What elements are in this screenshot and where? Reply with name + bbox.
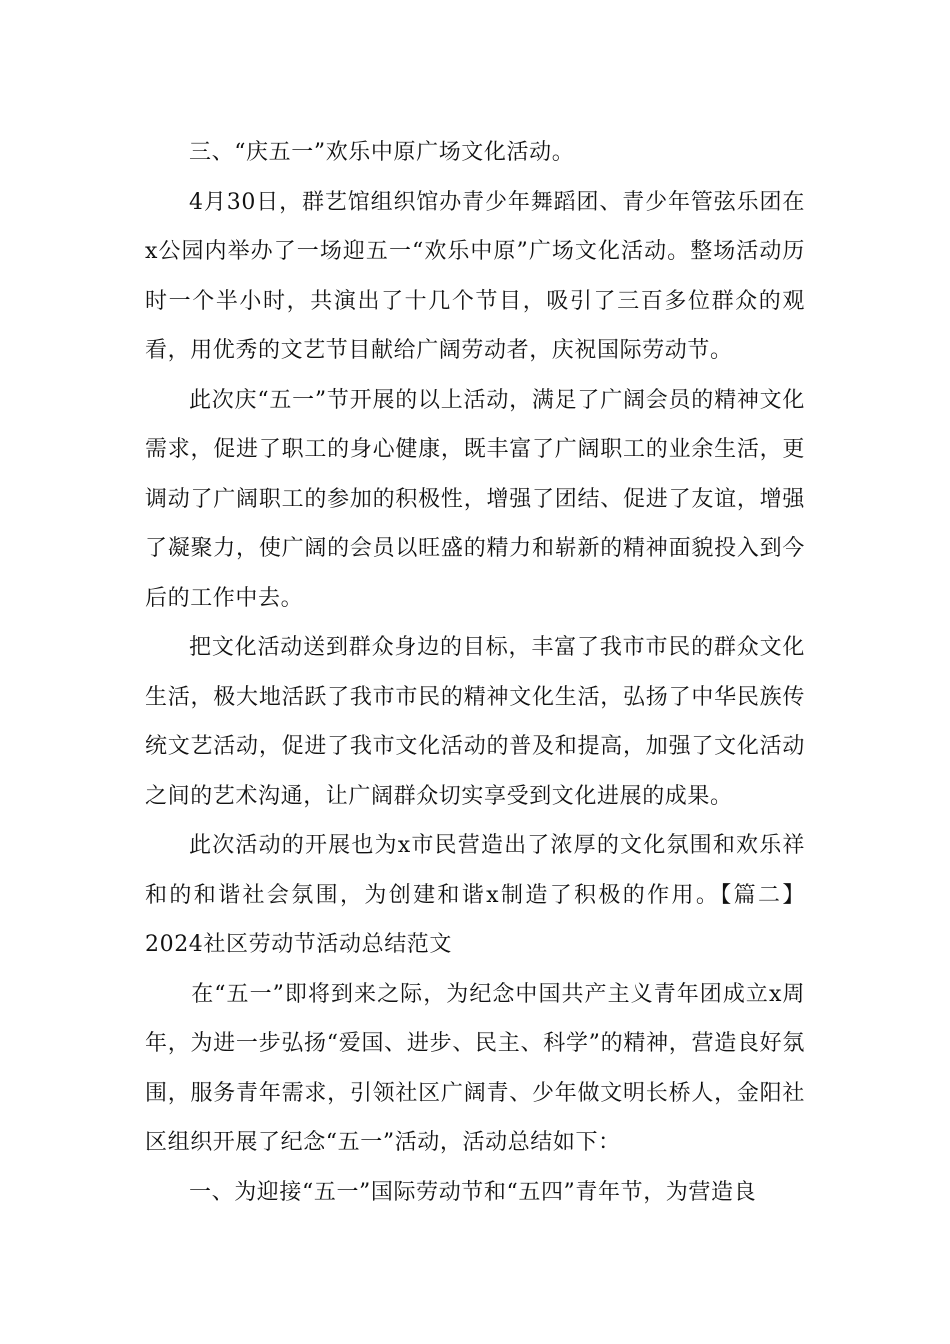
paragraph-community-summary-intro: 在“五一”即将到来之际，为纪念中国共产主义青年团成立x周年，为进一步弘扬“爱国、进步、民主、科学”的精神，营造良好氛围，服务青年需求，引领社区广阔青、少年做文明长桥人，金阳社区组织开展了纪念“五一”活动，活动总结如下： (145, 981, 805, 1155)
paragraph-activity-effects: 此次庆“五一”节开展的以上活动，满足了广阔会员的精神文化需求，促进了职工的身心健康，既丰富了广阔职工的业余生活，更调动了广阔职工的参加的积极性，增强了团结、促进了友谊，增强了凝聚力，使广阔的会员以旺盛的精力和崭新的精神面貌投入到今后的工作中去。 (145, 387, 805, 611)
document-body (145, 128, 805, 1217)
paragraph-april-30-event: 4月30日，群艺馆组织馆办青少年舞蹈团、青少年管弦乐团在x公园内举办了一场迎五一“欢乐中原”广场文化活动。整场活动历时一个半小时，共演出了十几个节目，吸引了三百多位群众的观看，用优秀的文艺节目献给广阔劳动者，庆祝国际劳动节。 (145, 189, 805, 363)
paragraph-harmonious-atmosphere: 此次活动的开展也为x市民营造出了浓厚的文化氛围和欢乐祥和的和谐社会氛围，为创建和谐x制造了积极的作用。【篇二】2024社区劳动节活动总结范文 (145, 833, 805, 957)
paragraph-section-three-heading: 三、“庆五一”欢乐中原广场文化活动。 (189, 140, 575, 165)
paragraph-section-one-start: 一、为迎接“五一”国际劳动节和“五四”青年节，为营造良 (189, 1179, 757, 1205)
paragraph-culture-to-the-people: 把文化活动送到群众身边的目标，丰富了我市市民的群众文化生活，极大地活跃了我市市民的精神文化生活，弘扬了中华民族传统文艺活动，促进了我市文化活动的普及和提高，加强了文化活动之间的艺术沟通，让广阔群众切实享受到文化进展的成果。 (145, 635, 805, 809)
